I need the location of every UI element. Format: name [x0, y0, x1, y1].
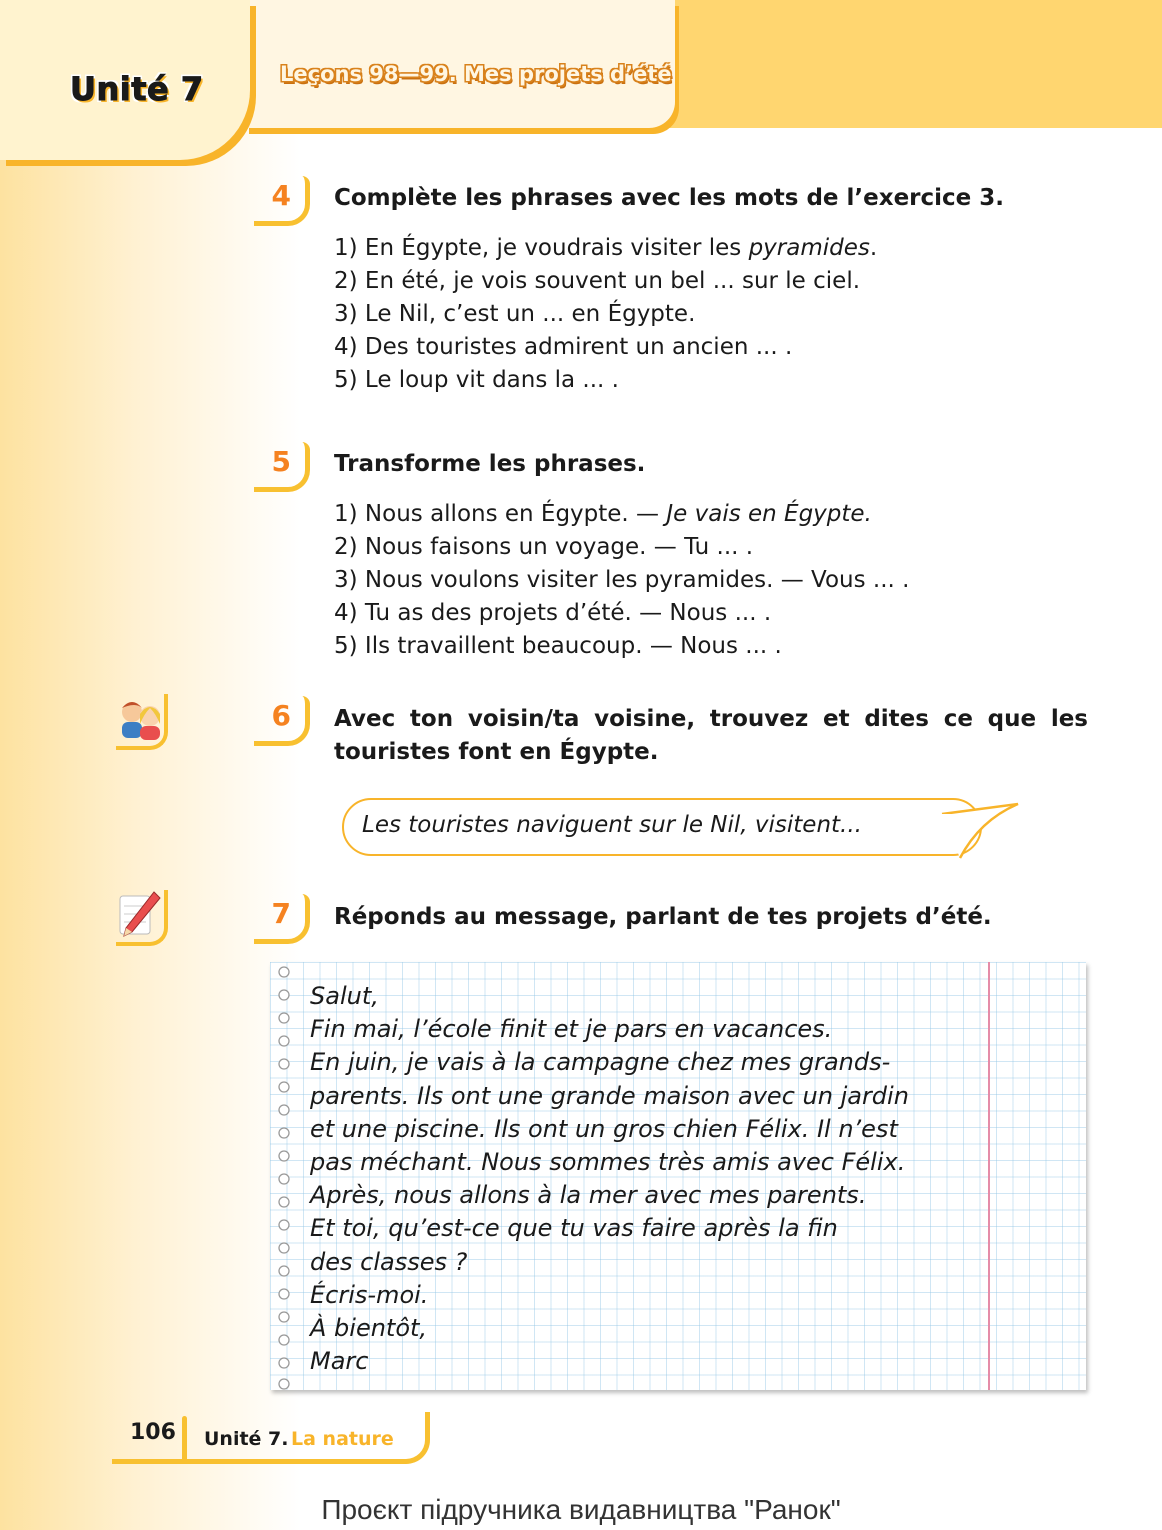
list-item: 2) En été, je vois souvent un bel ... sur le ciel. — [334, 268, 861, 294]
list-item: 5) Le loup vit dans la ... . — [334, 367, 619, 393]
notebook-margin-line — [988, 962, 990, 1390]
list-item: 4) Tu as des projets d’été. — Nous ... . — [334, 600, 772, 626]
letter-line: des classes ? — [310, 1247, 468, 1276]
list-item: 2) Nous faisons un voyage. — Tu ... . — [334, 534, 754, 560]
letter-line: En juin, je vais à la campagne chez mes grands- — [310, 1048, 891, 1077]
footer-topic: La nature — [291, 1428, 394, 1450]
exercise-number-4: 4 — [254, 176, 310, 226]
page-number: 106 — [130, 1420, 176, 1445]
exercise-title-6-line1: Avec ton voisin/ta voisine, trouvez et dites ce que les — [334, 706, 1088, 732]
letter-line: Marc — [310, 1347, 369, 1376]
left-gradient-band — [0, 0, 300, 1530]
notebook-ring-holes — [272, 966, 296, 1390]
list-item: 1) Nous allons en Égypte. — Je vais en Égypte. — [334, 501, 872, 527]
footer-unit: Unité 7. — [204, 1428, 289, 1450]
lesson-title: Leçons 98—99. Mes projets d’été — [280, 62, 672, 86]
letter-line: Après, nous allons à la mer avec mes parents. — [310, 1181, 867, 1210]
exercise-title-4: Complète les phrases avec les mots de l’exercice 3. — [334, 185, 1005, 211]
exercise-title-5: Transforme les phrases. — [334, 451, 646, 477]
letter-line: et une piscine. Ils ont un gros chien Félix. Il n’est — [310, 1114, 898, 1143]
exercise-title-7: Réponds au message, parlant de tes projets d’été. — [334, 904, 992, 930]
list-item: 1) En Égypte, je voudrais visiter les pyramides. — [334, 235, 878, 261]
list-item: 4) Des touristes admirent un ancien ... . — [334, 334, 793, 360]
unit-title: Unité 7 — [70, 70, 204, 108]
letter-line: Écris-moi. — [310, 1280, 429, 1309]
list-item: 5) Ils travaillent beaucoup. — Nous ... . — [334, 633, 782, 659]
speech-bubble-tail — [940, 800, 1030, 864]
letter-line: Salut, — [310, 982, 379, 1010]
publisher-note: Проєкт підручника видавництва "Ранок" — [321, 1494, 841, 1525]
exercise-number-7: 7 — [254, 894, 310, 944]
letter-line: Fin mai, l’école finit et je pars en vacances. — [310, 1015, 833, 1044]
list-item: 3) Nous voulons visiter les pyramides. — Vous ... . — [334, 567, 910, 593]
exercise-number-6: 6 — [254, 696, 310, 746]
letter-text — [310, 980, 909, 1378]
letter-line: À bientôt, — [310, 1313, 428, 1342]
speech-bubble-text: Les touristes naviguent sur le Nil, visitent... — [362, 812, 862, 838]
pair-work-icon — [116, 694, 168, 750]
exercise-number-5: 5 — [254, 442, 310, 492]
letter-line: parents. Ils ont une grande maison avec un jardin — [310, 1081, 909, 1110]
writing-pencil-icon — [116, 890, 168, 946]
list-item: 3) Le Nil, c’est un ... en Égypte. — [334, 301, 696, 327]
exercise-4-list — [334, 232, 877, 397]
letter-line: Et toi, qu’est-ce que tu vas faire après la fin — [310, 1214, 838, 1243]
letter-line: pas méchant. Nous sommes très amis avec Félix. — [310, 1147, 906, 1176]
footer-divider — [182, 1416, 187, 1464]
exercise-5-list — [334, 498, 909, 663]
exercise-title-6-line2: touristes font en Égypte. — [334, 739, 659, 765]
